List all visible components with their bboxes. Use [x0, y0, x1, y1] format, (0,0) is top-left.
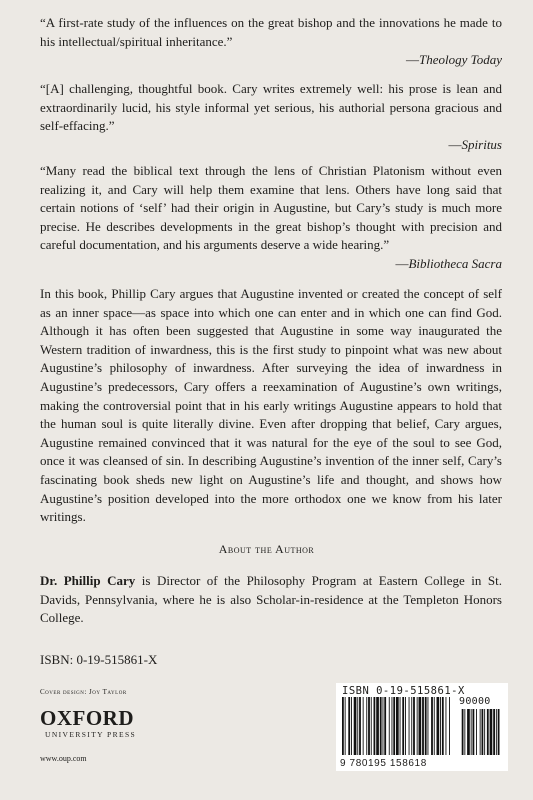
review-text: “A first-rate study of the influences on the great bishop and the innovations he made to his intellectual/spiritual inheritance.” [40, 15, 502, 49]
barcode-addon-bar [467, 709, 470, 755]
cover-design-credit: Cover design: Joy Taylor [40, 688, 127, 696]
barcode-bar [434, 697, 435, 755]
review-quote [40, 14, 502, 70]
barcode-addon-bar [490, 709, 493, 755]
oxford-logo [40, 707, 136, 739]
review-quote [40, 162, 502, 274]
review-source-name: Theology Today [419, 52, 502, 68]
barcode-addon-number: 90000 [459, 696, 491, 707]
barcode-bar [417, 697, 418, 755]
barcode-bar [366, 697, 367, 755]
barcode-bar [422, 697, 424, 755]
barcode-bar [376, 697, 379, 755]
barcode-bar [383, 697, 384, 755]
barcode-bar [371, 697, 372, 755]
barcode-bar [357, 697, 358, 755]
publisher-subtitle: UNIVERSITY PRESS [45, 730, 137, 739]
publisher-url: www.oup.com [40, 754, 87, 763]
isbn-label: ISBN: 0-19-515861-X [40, 652, 158, 667]
barcode-bar [437, 697, 440, 755]
review-text: “[A] challenging, thoughtful book. Cary writes extremely well: his prose is lean and extraordinarily lucid, his style informal yet serious, his authorial persona gracious and self-effacing.” [40, 81, 502, 134]
barcode-bar [342, 697, 344, 755]
barcode-bar [392, 697, 393, 755]
barcode-bar [409, 697, 410, 755]
barcode-addon-bar [471, 709, 472, 755]
review-quote [40, 80, 502, 154]
barcode-bar [368, 697, 370, 755]
barcode-bar [389, 697, 390, 755]
barcode-isbn: ISBN 0-19-515861-X [342, 685, 465, 697]
review-source: —Theology Today [406, 52, 502, 68]
author-bio [40, 572, 502, 628]
author-bio-text: is Director of the Philosophy Program at Eastern College in St. Davids, Pennsylvania, where he is also Scholar-in-residence at the Templeton Honors College. [40, 573, 502, 626]
barcode-addon-bar [480, 709, 481, 755]
barcode-addon-bar [484, 709, 485, 755]
barcode-bar [348, 697, 350, 755]
barcode-bar [446, 697, 447, 755]
barcode [336, 683, 508, 771]
barcode-bar [351, 697, 352, 755]
barcode-addon-bar [462, 709, 464, 755]
review-source-name: Bibliotheca Sacra [408, 255, 502, 271]
barcode-addon-bar [464, 709, 465, 755]
publisher-name: OXFORD [40, 706, 134, 730]
barcode-bar [345, 697, 346, 755]
barcode-bar [442, 697, 444, 755]
barcode-addon-bar [482, 709, 484, 755]
barcode-addon-bar [493, 709, 495, 755]
book-description: In this book, Phillip Cary argues that Augustine invented or created the concept of self as an inner space—as space into which one can enter and in which one can find God. Although it has often been suggested that Augustine in some way inaugurated the Western tradition of inwardness, this is the first study to pinpoint what was new about Augustine’s philosophy of inwardness. After surveying the idea of inwardness in Augustine’s predecessors, Cary offers a reexamination of Augustine’s own writings, making the controversial point that in his early writings Augustine appears to hold that the human soul is quite literally divine. Even after dropping that belief, Cary argues, Augustine remained convinced that it was natural for the eye of the soul to see God, once it was cleansed of sin. In describing Augustine’s invention of the inner self, Cary’s fascinating book sheds new light on Augustine’s life and thought, and shows how Augustine’s position developed into the more orthodox one we know from his later writings. [40, 286, 502, 525]
barcode-addon-bar [498, 709, 500, 755]
barcode-bar [384, 697, 386, 755]
review-text: “Many read the biblical text through the lens of Christian Platonism without even realizing it, and Cary will help them examine that lens. Others have long said that certain notions of ‘self’ had their origin in Augustine, but Cary’s study is much more precise. He describes developments in the great bishop’s thought with precision and careful documentation, and his arguments deserve a wide hearing.” [40, 163, 502, 253]
review-source: —Spiritus [448, 136, 502, 152]
barcode-bar [428, 697, 429, 755]
barcode-bar [393, 697, 395, 755]
barcode-bar [400, 697, 401, 755]
review-source: —Bibliotheca Sacra [395, 255, 502, 271]
barcode-addon-bar [487, 709, 489, 755]
barcode-addon-bar [476, 709, 477, 755]
barcode-bar [359, 697, 361, 755]
barcode-bar [402, 697, 404, 755]
barcode-bar [431, 697, 433, 755]
barcode-bar [405, 697, 406, 755]
barcode-addon-bar [496, 709, 497, 755]
barcode-bar [411, 697, 412, 755]
barcode-bar [425, 697, 427, 755]
barcode-bar [354, 697, 357, 755]
about-author-heading: About the Author [218, 542, 315, 556]
barcode-bar [413, 697, 415, 755]
barcode-bar [374, 697, 376, 755]
review-source-name: Spiritus [461, 136, 502, 152]
barcode-addon-bar [473, 709, 475, 755]
barcode-bar [380, 697, 382, 755]
barcode-ean-number: 9 780195 158618 [340, 758, 427, 769]
barcode-bar [363, 697, 364, 755]
barcode-bar [396, 697, 399, 755]
barcode-bar [419, 697, 422, 755]
barcode-bar [449, 697, 450, 755]
author-name: Dr. Phillip Cary [40, 573, 136, 588]
barcode-bar [440, 697, 441, 755]
